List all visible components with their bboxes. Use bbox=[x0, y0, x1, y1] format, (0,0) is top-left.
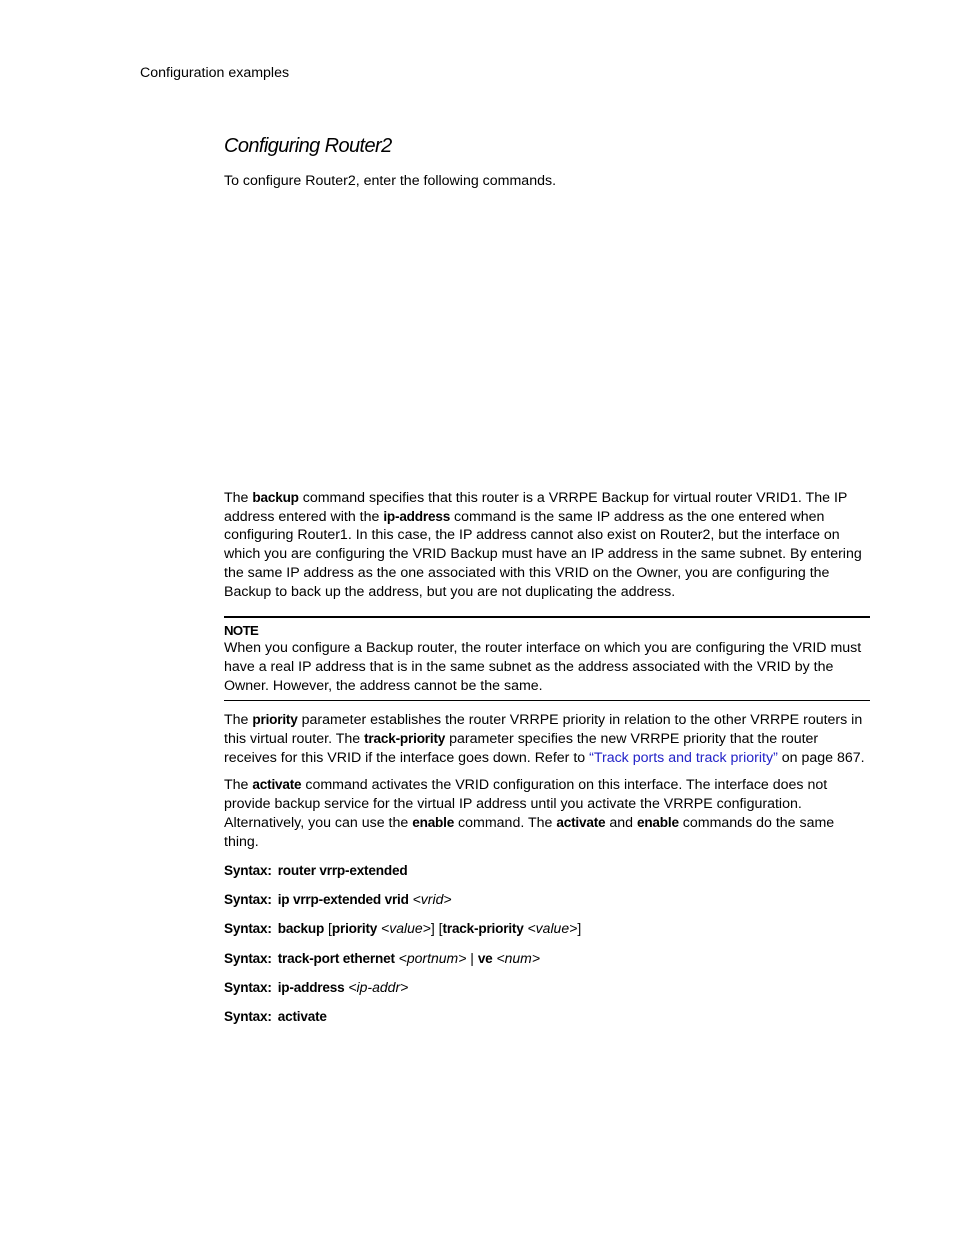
note-box bbox=[224, 616, 870, 701]
keyword-backup: backup bbox=[252, 490, 299, 505]
syntax-line: Syntax: track-port ethernet <portnum> | ve <num> bbox=[224, 949, 541, 966]
keyword-enable: enable bbox=[636, 814, 679, 830]
priority-paragraph: The priority parameter establishes the router VRRPE priority in relation to the other VRRPE routers in this virtual router. The track-priority parameter specifies the new VRRPE priority that the router receives for this VRID if the interface goes down. Refer to “Track ports and track priority” on page 867. bbox=[224, 712, 865, 766]
keyword-activate: activate bbox=[252, 777, 302, 793]
backup-paragraph: The backup command specifies that this router is a VRRPE Backup for virtual router VRID1. The IP address entered with the ip-address command is the same IP address as the one entered when configuring Router1. In this case, the IP address cannot also exist on Router2, but the interface on which you are configuring the VRID Backup must have an IP address in the same subnet. By entering the same IP address as the one associated with this VRID on the Owner, you are configuring the Backup to back up the address, but you are not duplicating the address. bbox=[224, 490, 862, 600]
syntax-line: Syntax: ip-address <ip-addr> bbox=[224, 978, 409, 995]
syntax-line: Syntax: activate bbox=[224, 1008, 327, 1024]
syntax-line: Syntax: backup [priority <value>] [track-priority <value>] bbox=[224, 920, 582, 937]
note-text: When you configure a Backup router, the router interface on which you are configuring the VRID must have a real IP address that is in the same subnet as the address associated with the VRID by the Owner. However, the address cannot be the same. bbox=[224, 640, 862, 694]
keyword-ip-address: ip-address bbox=[383, 508, 451, 524]
keyword-activate: activate bbox=[556, 814, 606, 830]
note-label: NOTE bbox=[224, 623, 259, 639]
keyword-track-priority: track-priority bbox=[364, 731, 446, 747]
cross-reference-link[interactable]: “Track ports and track priority” bbox=[589, 749, 778, 766]
syntax-line: Syntax: ip vrrp-extended vrid <vrid> bbox=[224, 891, 452, 908]
syntax-line: Syntax: router vrrp-extended bbox=[224, 863, 408, 879]
body-content bbox=[224, 489, 870, 1036]
activate-paragraph: The activate command activates the VRID configuration on this interface. The interface does not provide backup service for the virtual IP address until you activate the VRRPE configuration. Alternatively, you can use the enable command. The activate and enable commands do the same thing. bbox=[224, 777, 835, 850]
intro-paragraph: To configure Router2, enter the following commands. bbox=[224, 173, 557, 189]
section-title: Configuring Router2 bbox=[224, 135, 392, 157]
keyword-enable: enable bbox=[412, 814, 455, 830]
syntax-block bbox=[224, 861, 870, 1026]
keyword-priority: priority bbox=[252, 712, 298, 728]
running-header: Configuration examples bbox=[140, 65, 290, 81]
